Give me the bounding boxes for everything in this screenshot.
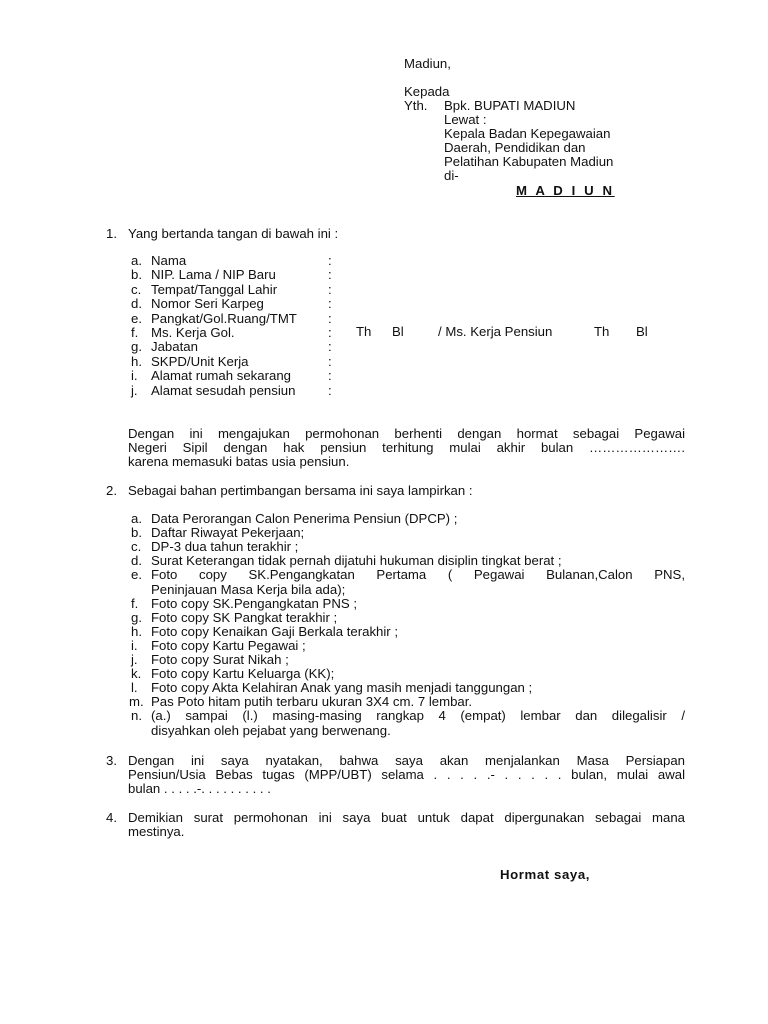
attachment-text: Foto copy Kenaikan Gaji Berkala terakhir ; [151,623,399,639]
section-2-intro: Sebagai bahan pertimbangan bersama ini saya lampirkan : [128,483,473,498]
field-label: NIP. Lama / NIP Baru [151,267,276,283]
field-colon: : [328,281,332,297]
field-letter: d. [131,296,142,312]
city-title: M A D I U N [516,183,615,198]
via-label: Lewat : [444,112,487,127]
attachment-text: Surat Keterangan tidak pernah dijatuhi hukuman disiplin tingkat berat ; [151,553,562,569]
city-date: Madiun, [404,56,451,71]
section-1-intro: Yang bertanda tangan di bawah ini : [128,226,339,241]
via-line-4: di- [444,168,459,183]
field-label: Ms. Kerja Gol. [151,325,235,340]
section-1-paragraph-line-2: Negeri Sipil dengan hak pensiun terhitung mulai akhir bulan …………………. [128,440,685,455]
attachment-letter: m. [129,694,144,710]
field-letter: i. [131,368,138,384]
field-label: Alamat sesudah pensiun [151,382,296,398]
attachment-text-continued: Peninjauan Masa Kerja bila ada); [151,581,346,597]
attachment-text: Foto copy SK.Pengangkatan PNS ; [151,595,357,611]
attachment-letter: b. [131,525,142,541]
field-label: Jabatan [151,339,198,355]
section-4-line-1: Demikian surat permohonan ini saya buat untuk dapat dipergunakan sebagai mana [128,810,685,825]
section-4-number: 4. [106,810,117,825]
field-colon: : [328,325,332,340]
field-colon: : [328,253,332,268]
section-2-number: 2. [106,483,117,498]
kepada-label: Kepada [404,84,450,99]
attachment-letter: c. [131,539,142,555]
section-1-number: 1. [106,226,117,241]
field-label: SKPD/Unit Kerja [151,353,249,369]
via-line-3: Pelatihan Kabupaten Madiun [444,154,614,169]
field-letter: f. [131,325,139,340]
ms-kerja-th-1: Th [356,324,372,339]
attachment-text: Foto copy SK Pangkat terakhir ; [151,609,338,625]
field-colon: : [328,296,332,312]
attachment-letter: k. [131,666,142,682]
ms-kerja-pensiun-label: / Ms. Kerja Pensiun [438,324,553,339]
section-4-line-2: mestinya. [128,824,185,839]
section-3-number: 3. [106,753,117,768]
attachment-text: Foto copy Akta Kelahiran Anak yang masih menjadi tanggungan ; [151,680,533,696]
attachment-letter: n. [131,708,142,724]
attachment-letter: a. [131,511,142,526]
attachment-letter: g. [131,609,142,625]
attachment-text: (a.) sampai (l.) masing-masing rangkap 4 (empat) lembar dan dilegalisir / [151,708,685,724]
field-letter: a. [131,253,142,268]
attachment-letter: j. [131,652,138,667]
field-colon: : [328,368,332,384]
attachment-letter: d. [131,553,142,569]
attachment-text-continued: disyahkan oleh pejabat yang berwenang. [151,722,391,738]
field-colon: : [328,382,332,398]
section-1-paragraph-line-3: karena memasuki batas usia pensiun. [128,454,350,469]
attachment-letter: i. [131,637,138,653]
via-line-2: Daerah, Pendidikan dan [444,140,586,155]
via-line-1: Kepala Badan Kepegawaian [444,126,611,141]
field-label: Pangkat/Gol.Ruang/TMT [151,310,297,326]
attachment-text: Foto copy Surat Nikah ; [151,652,289,667]
attachment-letter: e. [131,567,142,583]
attachment-text: Pas Poto hitam putih terbaru ukuran 3X4 cm. 7 lembar. [151,694,473,710]
attachment-letter: h. [131,623,142,639]
section-3-line-2: Pensiun/Usia Bebas tugas (MPP/UBT) selama . . . . .- . . . . . bulan, mulai awal [128,767,685,782]
recipient: Bpk. BUPATI MADIUN [444,98,576,113]
field-colon: : [328,353,332,369]
ms-kerja-bl-1: Bl [392,324,404,339]
section-3-line-3: bulan . . . . .-. . . . . . . . . . [128,781,271,796]
attachment-text: Foto copy Kartu Keluarga (KK); [151,666,335,682]
field-label: Alamat rumah sekarang [151,368,292,384]
attachment-text: Daftar Riwayat Pekerjaan; [151,525,305,541]
ms-kerja-bl-2: Bl [636,324,648,339]
field-letter: j. [131,382,138,398]
field-letter: c. [131,281,142,297]
attachment-text: Data Perorangan Calon Penerima Pensiun (DPCP) ; [151,511,458,526]
closing-regards: Hormat saya, [500,867,591,882]
field-letter: h. [131,353,142,369]
field-label: Tempat/Tanggal Lahir [151,281,278,297]
field-letter: e. [131,310,142,326]
attachment-letter: l. [131,680,138,696]
yth-label: Yth. [404,98,428,113]
field-colon: : [328,310,332,326]
ms-kerja-th-2: Th [594,324,610,339]
attachment-text: DP-3 dua tahun terakhir ; [151,539,299,555]
field-label: Nomor Seri Karpeg [151,296,264,312]
attachment-text: Foto copy SK.Pengangkatan Pertama ( Pegawai Bulanan,Calon PNS, [151,567,685,583]
field-letter: b. [131,267,142,283]
field-letter: g. [131,339,142,355]
attachment-letter: f. [131,595,139,611]
section-3-line-1: Dengan ini saya nyatakan, bahwa saya akan menjalankan Masa Persiapan [128,753,685,768]
field-label: Nama [151,253,187,268]
field-colon: : [328,339,332,355]
field-colon: : [328,267,332,283]
attachment-text: Foto copy Kartu Pegawai ; [151,637,306,653]
section-1-paragraph-line-1: Dengan ini mengajukan permohonan berhenti dengan hormat sebagai Pegawai [128,426,685,441]
